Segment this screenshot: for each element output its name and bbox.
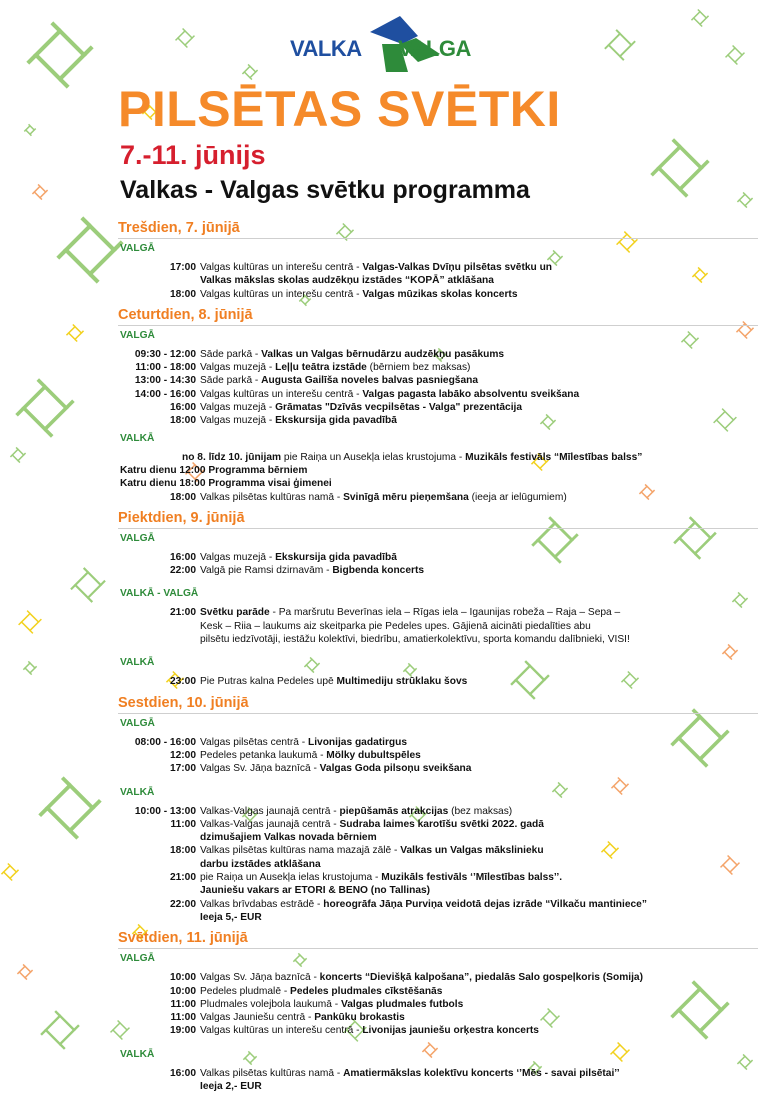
event-line (200, 633, 758, 646)
program-note: Katru dienu 12:00 Programma bērniem (120, 464, 308, 476)
event-description (200, 1011, 758, 1024)
event-text: Valgas Sv. Jāņa baznīcā - (200, 763, 320, 775)
event-text: Valgas muzejā - (200, 415, 276, 427)
event-row (118, 818, 758, 845)
event-description (200, 414, 758, 427)
decor-motif-icon (9, 372, 80, 443)
event-line (200, 374, 758, 387)
event-highlight: Svētku parāde (200, 607, 270, 619)
event-time: 11:00 (170, 1012, 196, 1024)
event-line (200, 564, 758, 577)
event-highlight: Grāmatas "Dzīvās vecpilsētas - Valga" prezentācija (275, 402, 523, 414)
event-row (118, 361, 758, 374)
event-text: Valgas kultūras un interešu centrā - (200, 1025, 363, 1037)
event-line (200, 831, 758, 844)
event-row (118, 288, 758, 301)
location-label: VALKĀ (120, 432, 155, 444)
event-description (200, 971, 758, 984)
event-description (200, 762, 758, 775)
logo-text-valga: VALGA (398, 36, 471, 61)
event-highlight: Ekskursija gida pavadībā (275, 415, 397, 427)
event-description (200, 388, 758, 401)
event-description (200, 348, 758, 361)
event-description (200, 998, 758, 1011)
event-line (200, 898, 758, 911)
decor-motif-icon (240, 62, 259, 81)
event-line (200, 348, 758, 361)
event-time: 23:00 (169, 676, 196, 688)
event-description (200, 361, 758, 374)
day-heading: Ceturtdien, 8. jūnijā (118, 305, 758, 326)
location-label: VALKĀ (120, 786, 155, 798)
event-highlight: darbu izstādes atklāšana (200, 858, 321, 870)
event-description (200, 606, 758, 646)
decor-motif-icon (16, 608, 45, 637)
decor-motif-icon (644, 132, 715, 203)
decor-motif-icon (32, 770, 108, 846)
event-text: (ieeja ar ielūgumiem) (468, 491, 567, 503)
event-description (118, 451, 758, 464)
event-time: 10:00 - 13:00 (134, 805, 196, 817)
event-time: 16:00 (169, 402, 196, 414)
event-highlight: Ieeja 5,- EUR (200, 911, 262, 923)
decor-motif-icon (601, 26, 639, 64)
event-line (200, 911, 758, 924)
event-line (200, 871, 758, 884)
event-highlight: Sudraba laimes karotīšu svētki 2022. gadā (339, 818, 544, 830)
decor-motif-icon (8, 445, 27, 464)
event-line (200, 261, 758, 274)
day-heading: Trešdien, 7. jūnijā (118, 218, 758, 239)
event-text: Valgas Jauniešu centrā - (200, 1012, 315, 1024)
program-list (118, 216, 758, 1097)
decor-motif-icon (30, 182, 49, 201)
event-text: Valgā pie Ramsi dzirnavām - (200, 565, 333, 577)
event-text: pilsētu iedzīvotāji, iestāžu kolektīvi, biedrību, amatierkolektīvu, sporta komandu dalībnieki, VISI! (200, 634, 630, 646)
event-line (200, 1067, 758, 1080)
event-line (200, 884, 758, 897)
event-time: 16:00 (169, 1067, 196, 1079)
event-text: Valkas pilsētas kultūras nama mazajā zālē - (200, 845, 401, 857)
event-highlight: Valkas un Valgas bērnudārzu audzēkņu pasākums (261, 348, 505, 360)
event-line (200, 274, 758, 287)
event-text: Valgas kultūras un interešu centrā - (200, 388, 363, 400)
event-description (200, 1024, 758, 1037)
event-row (118, 1024, 758, 1037)
event-highlight: Ekskursija gida pavadībā (275, 551, 397, 563)
event-text: Valkas brīvdabas estrādē - (200, 898, 324, 910)
event-time: 10:00 (169, 985, 196, 997)
program-note: Katru dienu 18:00 Programma visai ģimenei (120, 478, 332, 490)
event-time: 08:00 - 16:00 (134, 736, 196, 748)
event-row (118, 414, 758, 427)
event-text: Valgas Sv. Jāņa baznīcā - (200, 972, 320, 984)
event-line (200, 414, 758, 427)
event-highlight: Leļļu teātra izstāde (275, 362, 367, 374)
event-text: pie Raiņa un Ausekļa ielas krustojuma - (200, 872, 382, 884)
event-time: 11:00 (170, 818, 196, 830)
event-highlight: Livonijas gadatirgus (307, 736, 408, 748)
event-highlight: Livonijas jauniešu orķestra koncerts (362, 1025, 539, 1037)
event-row (118, 971, 758, 984)
decor-motif-icon (723, 43, 747, 67)
event-text: Valgas muzejā - (200, 402, 276, 414)
event-time: 09:30 - 12:00 (134, 348, 196, 360)
festival-dates: 7.-11. jūnijs (120, 140, 266, 170)
event-line (200, 491, 758, 504)
day-heading: Piektdien, 9. jūnijā (118, 508, 758, 529)
event-group (118, 971, 758, 1037)
location-label: VALKĀ - VALGĀ (120, 588, 199, 600)
event-row (118, 491, 758, 504)
event-row (118, 898, 758, 925)
event-row (118, 1011, 758, 1024)
event-highlight: Valgas pagasta labāko absolventu sveikšana (362, 388, 580, 400)
day-heading: Sestdien, 10. jūnijā (118, 693, 758, 714)
event-highlight: Svinīgā mēru pieņemšana (343, 491, 469, 503)
event-line (200, 551, 758, 564)
event-description (200, 491, 758, 504)
decor-motif-icon (173, 26, 197, 50)
event-text: Valkas pilsētas kultūras namā - (200, 1067, 344, 1079)
event-text: Sāde parkā - (200, 375, 262, 387)
event-time: 11:00 (170, 998, 196, 1010)
event-highlight: Valgas Goda pilsoņu sveikšana (319, 763, 472, 775)
event-line (200, 805, 758, 818)
event-row (118, 401, 758, 414)
day-heading: Svētdien, 11. jūnijā (118, 928, 758, 949)
event-row (118, 551, 758, 564)
event-description (200, 898, 758, 925)
location-label: VALKĀ (120, 657, 155, 669)
decor-motif-icon (23, 123, 37, 137)
event-time: 13:00 - 14:30 (134, 375, 196, 387)
event-description (200, 749, 758, 762)
event-description (200, 818, 758, 845)
event-text: Sāde parkā - (200, 348, 262, 360)
event-row (118, 388, 758, 401)
event-highlight: Augusta Gailīša noveles balvas pasniegšana (261, 375, 479, 387)
event-group (118, 736, 758, 776)
event-time: 22:00 (169, 898, 196, 910)
event-row (118, 564, 758, 577)
event-line (200, 1024, 758, 1037)
program-subtitle: Valkas - Valgas svētku programma (120, 176, 530, 204)
decor-motif-icon (689, 7, 710, 28)
event-row (118, 749, 758, 762)
event-line (200, 762, 758, 775)
event-time: 18:00 (169, 288, 196, 300)
event-highlight: Amatiermākslas kolektīvu koncerts ‘’Mēs - savai pilsētai’’ (343, 1067, 620, 1079)
event-time: 16:00 (169, 551, 196, 563)
event-highlight: Multimediju strūklaku šovs (336, 676, 468, 688)
valka-valga-logo (290, 14, 480, 74)
event-line (200, 971, 758, 984)
event-highlight: koncerts “Dievišķā kalpošana”, piedalās Salo gospeļkoris (Somija) (319, 972, 643, 984)
event-highlight: Valkas mākslas skolas audzēkņu izstādes “KOPĀ” atklāšana (200, 275, 494, 287)
event-highlight: Muzikāls festivāls ‘’Mīlestības balss’’. (381, 872, 563, 884)
event-text: (bērniem bez maksas) (366, 362, 471, 374)
decor-motif-icon (64, 322, 85, 343)
event-text: Kesk – Riia – laukums aiz skeitparka pie Pedeles upes. Gājienā aicināti piedalīties abu (200, 620, 591, 632)
event-time: 10:00 (169, 972, 196, 984)
event-highlight: no 8. līdz 10. jūnijam (182, 451, 282, 463)
event-row (118, 805, 758, 818)
event-row (118, 871, 758, 898)
event-line (200, 998, 758, 1011)
event-description (200, 675, 758, 688)
event-group (118, 451, 758, 504)
event-group (118, 805, 758, 925)
event-text: Valgas muzejā - (200, 551, 276, 563)
event-row (118, 998, 758, 1011)
event-row (118, 606, 758, 646)
event-line (200, 818, 758, 831)
event-line (200, 288, 758, 301)
event-line (200, 844, 758, 857)
event-description (200, 288, 758, 301)
event-line (200, 401, 758, 414)
event-highlight: Bigbenda koncerts (332, 565, 425, 577)
location-label: VALGĀ (120, 717, 155, 729)
event-text: Pludmales volejbola laukumā - (200, 998, 341, 1010)
decor-motif-icon (20, 15, 101, 96)
event-row (118, 762, 758, 775)
event-description (200, 374, 758, 387)
event-text: Valkas-Valgas jaunajā centrā - (200, 818, 340, 830)
event-line (200, 620, 758, 633)
location-label: VALGĀ (120, 329, 155, 341)
event-line (200, 675, 758, 688)
logo-text-valka: VALKA (290, 36, 362, 61)
event-time: 19:00 (169, 1025, 196, 1037)
event-description (200, 564, 758, 577)
event-highlight: Pedeles pludmales cīkstēšanās (290, 985, 443, 997)
event-line (200, 1011, 758, 1024)
page-title: PILSĒTAS SVĒTKI (118, 81, 561, 137)
event-time: 21:00 (169, 872, 196, 884)
event-line (118, 451, 758, 464)
event-description (200, 551, 758, 564)
event-row (118, 261, 758, 288)
event-time: 17:00 (169, 262, 196, 273)
event-line (200, 361, 758, 374)
event-text: Valgas muzejā - (200, 362, 276, 374)
event-line (200, 749, 758, 762)
event-time: 18:00 (169, 415, 196, 427)
event-line (200, 606, 758, 619)
event-text: (bez maksas) (448, 805, 513, 817)
event-highlight: Pankūku brokastis (314, 1012, 405, 1024)
event-time: 12:00 (169, 749, 196, 761)
decor-motif-icon (36, 1006, 84, 1054)
event-highlight: dzimušajiem Valkas novada bērniem (200, 832, 377, 844)
event-line (200, 1080, 758, 1093)
event-row (118, 675, 758, 688)
event-description (200, 401, 758, 414)
event-line (200, 985, 758, 998)
event-text: Valgas kultūras un interešu centrā - (200, 262, 363, 273)
event-group (118, 675, 758, 688)
event-text: pie Raiņa un Ausekļa ielas krustojuma - (281, 451, 466, 463)
event-time: 11:00 - 18:00 (135, 362, 196, 374)
event-description (200, 736, 758, 749)
event-group (118, 551, 758, 578)
event-text: Pie Putras kalna Pedeles upē (200, 676, 337, 688)
event-group (118, 261, 758, 301)
event-highlight: Valgas-Valkas Dvīņu pilsētas svētku un (362, 262, 553, 273)
event-row (118, 348, 758, 361)
event-time: 18:00 (169, 491, 196, 503)
event-description (200, 261, 758, 288)
decor-motif-icon (22, 660, 39, 677)
location-label: VALKĀ (120, 1048, 155, 1060)
event-highlight: Mölky dubultspēles (326, 749, 421, 761)
event-highlight: Ieeja 2,- EUR (200, 1080, 262, 1092)
location-label: VALGĀ (120, 243, 155, 254)
event-group (118, 606, 758, 646)
event-row (118, 451, 758, 464)
event-row (118, 985, 758, 998)
event-description (200, 871, 758, 898)
event-row (118, 374, 758, 387)
event-time: 14:00 - 16:00 (134, 388, 196, 400)
event-text: Valgas kultūras un interešu centrā - (200, 288, 363, 300)
event-description (200, 844, 758, 871)
event-time: 18:00 (169, 845, 196, 857)
decor-motif-icon (67, 564, 110, 607)
event-highlight: Muzikāls festivāls “Mīlestības balss” (465, 451, 643, 463)
event-text: Valkas-Valgas jaunajā centrā - (200, 805, 340, 817)
event-group (118, 348, 758, 428)
event-row (118, 736, 758, 749)
decor-motif-icon (735, 190, 754, 209)
event-line (200, 388, 758, 401)
event-highlight: Valgas pludmales futbols (341, 998, 464, 1010)
location-label: VALGĀ (120, 532, 155, 544)
event-row (118, 844, 758, 871)
event-time: 21:00 (169, 607, 196, 619)
event-text: Pedeles pludmalē - (200, 985, 291, 997)
event-text: - Pa maršrutu Beverīnas iela – Rīgas iela – Igaunijas robeža – Raja – Sepa – (269, 607, 621, 619)
event-line (200, 858, 758, 871)
event-highlight: Jauniešu vakars ar ETORI & BENO (no Tallinas) (200, 885, 431, 897)
event-time: 17:00 (169, 763, 196, 775)
event-text: Valgas pilsētas centrā - (200, 736, 308, 748)
location-label: VALGĀ (120, 953, 155, 965)
event-description (200, 805, 758, 818)
event-highlight: horeogrāfa Jāņa Purviņa veidotā dejas izrāde “Vilkaču mantiniece” (323, 898, 647, 910)
event-text: Valkas pilsētas kultūras namā - (200, 491, 344, 503)
decor-motif-icon (0, 861, 21, 882)
event-text: Pedeles petanka laukumā - (200, 749, 327, 761)
event-highlight: Valgas mūzikas skolas koncerts (362, 288, 518, 300)
event-highlight: Valkas un Valgas mākslinieku (400, 845, 544, 857)
decor-motif-icon (15, 962, 34, 981)
event-highlight: piepūšamās atrakcijas (339, 805, 449, 817)
event-description (200, 985, 758, 998)
event-time: 22:00 (169, 565, 196, 577)
event-line (200, 736, 758, 749)
